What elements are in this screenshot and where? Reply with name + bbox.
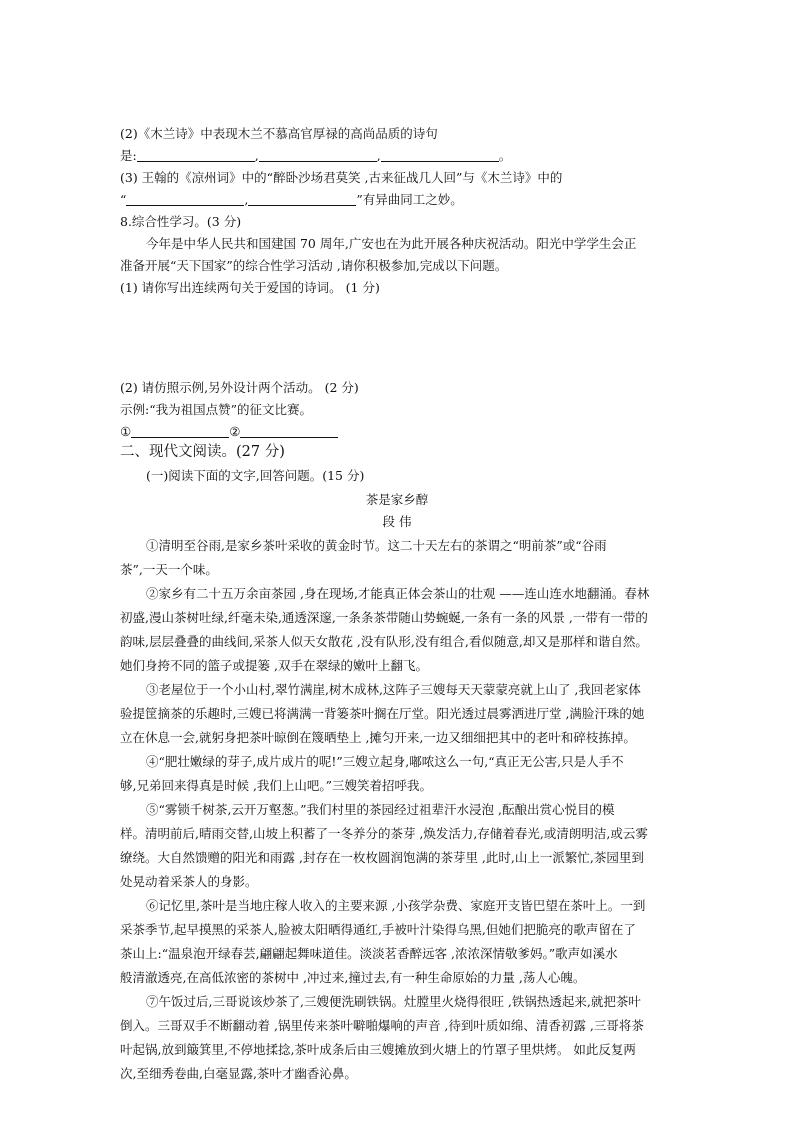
q8-activity-answer-line [120,424,338,440]
article-line: 茶山上:“温泉泡开绿春芸,翩翩起舞味道佳。淡淡茗香醉远客 ,浓浓深情敬爹妈。”歌声如溪水 [120,946,618,961]
article-line: 立在休息一会,就躬身把茶叶晾倒在篾晒垫上 ,摊匀开来,一边又细细把其中的老叶和碎枝拣掉。 [120,730,636,745]
q3-separator: , [244,192,249,207]
q3-blank-1[interactable] [126,193,244,206]
reading-part-title: (一)阅读下面的文字,回答问题。(15 分) [146,468,365,483]
q8-title: 8.综合性学习。(3 分) [120,214,242,229]
article-line: 处晃动着采茶人的身影。 [120,874,258,889]
article-line: ⑤“雾锁千树茶,云开万壑葱。”我们村里的茶园经过祖辈汗水浸泡 ,酝酿出赏心悦目的模 [146,802,615,817]
article-line: 茶”,一天一个味。 [120,562,218,577]
q3-close-text: ”有异曲同工之妙。 [356,192,463,207]
article-line: ③老屋位于一个小山村,翠竹满崖,树木成林,这阵子三嫂每天天蒙蒙亮就上山了 ,我回老家体 [146,682,641,697]
article-line: ⑦午饭过后,三哥说该炒茶了,三嫂便洗刷铁锅。灶膛里火烧得很旺 ,铁锅热透起来,就把茶叶 [146,994,641,1009]
q2-prompt: (2)《木兰诗》中表现木兰不慕高官厚禄的高尚品质的诗句 [120,126,438,141]
activity-blank-1[interactable] [131,425,229,438]
q2-answer-prefix: 是: [120,148,137,163]
article-line: 她们身挎不同的篮子或提篓 ,双手在翠绿的嫩叶上翻飞。 [120,658,428,673]
q2-blank-1[interactable] [137,149,255,162]
activity-blank-2[interactable] [240,425,338,438]
article-line: ①清明至谷雨,是家乡茶叶采收的黄金时节。这二十天左右的茶谓之“明前茶”或“谷雨 [146,538,607,553]
q3-blank-2[interactable] [248,193,356,206]
activity-mark-2: ② [229,424,241,439]
article-title: 茶是家乡醇 [365,492,429,507]
article-author: 段 伟 [382,514,412,529]
article-line: 韵味,层层叠叠的曲线间,采茶人似天女散花 ,没有队形,没有组合,看似随意,却又是那样和谐自然。 [120,634,648,649]
q2-blank-2[interactable] [259,149,377,162]
article-line: 样。清明前后,晴雨交替,山坡上积蓄了一冬养分的茶芽 ,焕发活力,存储着春光,或清朗明洁,或云雾 [120,826,648,841]
q8-intro-line-1: 今年是中华人民共和国建国 70 周年,广安也在为此开展各种庆祝活动。阳光中学学生会正 [146,236,637,251]
section-title: 二、现代文阅读。(27 分) [120,444,285,460]
article-line: 够,兄弟回来得真是时候 ,我们上山吧。”三嫂笑着招呼我。 [120,778,433,793]
article-line: ⑥记忆里,茶叶是当地庄稼人收入的主要来源 ,小孩学杂费、家庭开支皆巴望在茶叶上。一到 [146,898,646,913]
q3-prompt: (3) 王翰的《凉州词》中的“醉卧沙场君莫笑 ,古来征战几人回”与《木兰诗》中的 [120,170,563,185]
article-line: 缭绕。大自然馈赠的阳光和雨露 ,封存在一枚枚圆润饱满的茶芽里 ,此时,山上一派繁忙,茶园里到 [120,850,644,865]
q8-sub-question-2: (2) 请仿照示例,另外设计两个活动。 (2 分) [120,380,359,395]
article-line: ②家乡有二十五万余亩茶园 ,身在现场,才能真正体会茶山的壮观 ——连山连水地翻涌。春林 [146,586,650,601]
q2-separator-1: , [254,148,259,163]
article-line: 倒入。三哥双手不断翻动着 ,锅里传来茶叶噼啪爆响的声音 ,待到叶质如绵、清香初露 ,三哥将茶 [120,1018,644,1033]
q2-blank-3[interactable] [381,149,499,162]
q8-sub-question-1: (1) 请你写出连续两句关于爱国的诗词。 (1 分) [120,280,380,295]
article-line: 采茶季节,起早摸黑的采茶人,脸被太阳晒得通红,手被叶汁染得乌黑,但她们把脆亮的歌声留在了 [120,922,636,937]
article-line: 次,至细秀卷曲,白毫显露,茶叶才幽香沁鼻。 [120,1066,357,1081]
q2-answer-line [120,148,511,164]
q8-intro-line-2: 准备开展“天下国家”的综合性学习活动 ,请你积极参加,完成以下问题。 [120,258,508,273]
q2-answer-end: 。 [498,148,512,163]
article-line: 般清澈透亮,在高低浓密的茶树中 ,冲过来,撞过去,有一种生命原始的力量 ,荡人心魄。 [120,970,586,985]
q3-open-quote: “ [120,192,127,207]
article-line: 叶起锅,放到簸箕里,不停地揉捻,茶叶成条后由三嫂摊放到火塘上的竹罩子里烘烤。 如此反复两 [120,1042,636,1057]
article-line: 初盛,漫山茶树吐绿,纤毫未染,通透深邃,一条条茶带随山势蜿蜒,一条有一条的风景 ,一带有一带的 [120,610,648,625]
q8-example: 示例:“我为祖国点赞”的征文比赛。 [120,402,312,417]
q3-answer-line [120,192,463,208]
article-line: ④“肥壮嫩绿的芽子,成片成片的呢!”三嫂立起身,嘟哝这么一句,“真正无公害,只是人手不 [146,754,624,769]
activity-mark-1: ① [120,424,132,439]
article-line: 验提筐摘茶的乐趣时,三嫂已将满满一背篓茶叶搁在厅堂。阳光透过晨雾洒进厅堂 ,满脸汗珠的她 [120,706,645,721]
q2-separator-2: , [376,148,381,163]
